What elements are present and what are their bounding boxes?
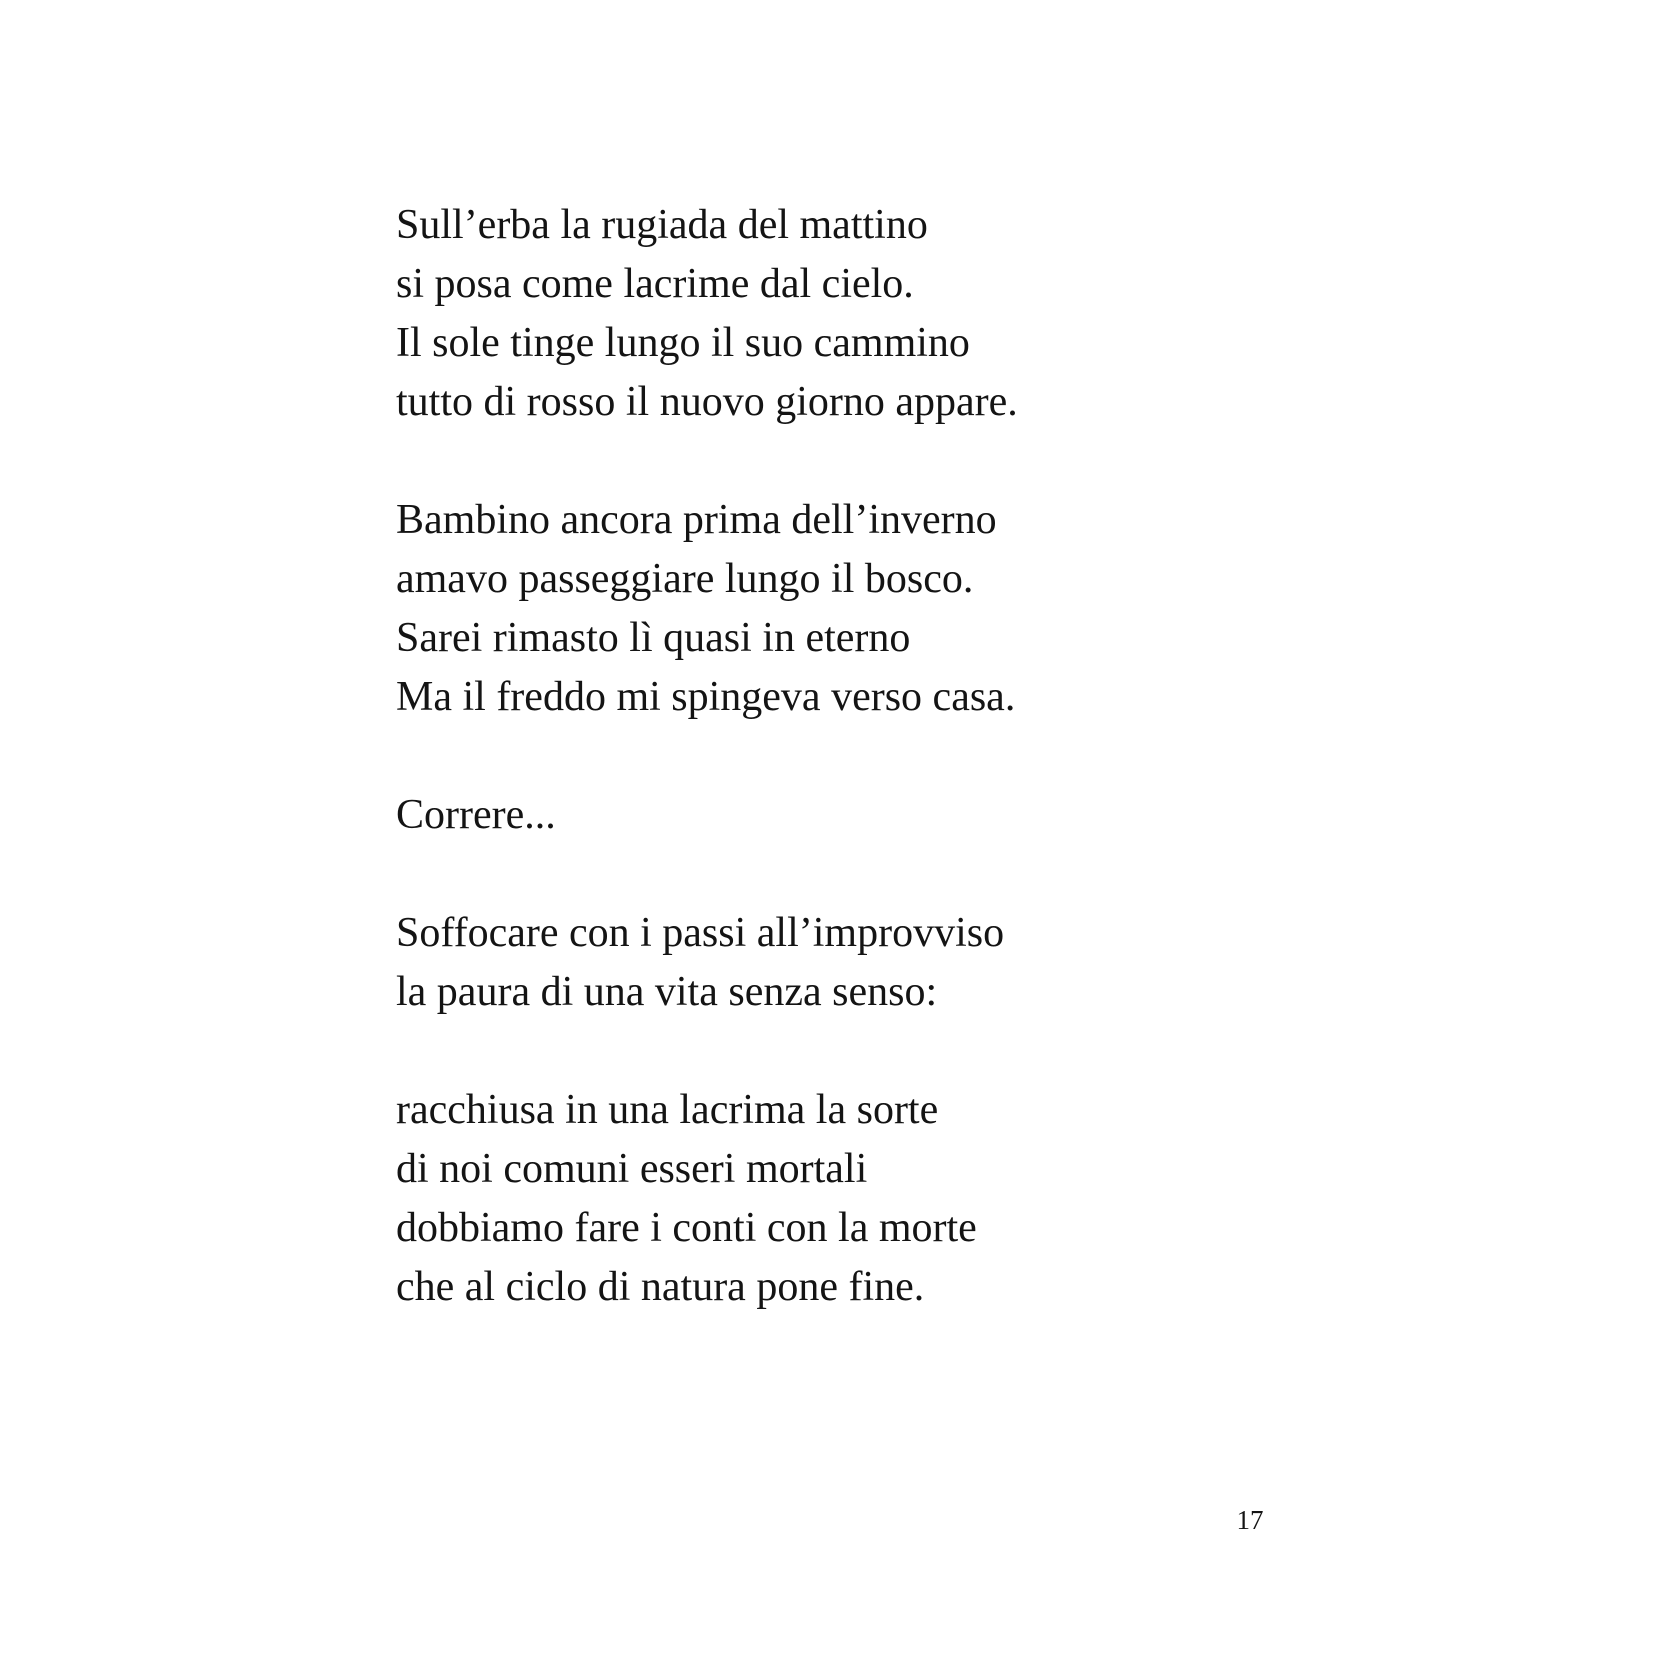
poem-line: la paura di una vita senza senso: [396,969,938,1015]
stanza-5 [396,1081,1296,1317]
poem-line: si posa come lacrime dal cielo. [396,261,914,307]
poem-line: Soffocare con i passi all’improvviso [396,910,1005,956]
poem-line: tutto di rosso il nuovo giorno appare. [396,379,1018,425]
poem-line: che al ciclo di natura pone fine. [396,1264,925,1310]
poem-line: dobbiamo fare i conti con la morte [396,1205,977,1251]
poem-line: Il sole tinge lungo il suo cammino [396,320,970,366]
poem-line: racchiusa in una lacrima la sorte [396,1087,939,1133]
poem-line: amavo passeggiare lungo il bosco. [396,556,974,602]
poem-line: Sull’erba la rugiada del mattino [396,202,928,248]
poem [396,196,1296,1317]
stanza-1 [396,196,1296,432]
stanza-break [396,727,1296,786]
poem-line: Sarei rimasto lì quasi in eterno [396,615,911,661]
stanza-3 [396,786,1296,845]
poem-line: di noi comuni esseri mortali [396,1146,868,1192]
stanza-2 [396,491,1296,727]
stanza-4 [396,904,1296,1022]
poem-line: Correre... [396,792,556,838]
stanza-break [396,432,1296,491]
stanza-break [396,845,1296,904]
page-number: 17 [1236,1505,1264,1535]
stanza-break [396,1022,1296,1081]
poem-line: Bambino ancora prima dell’inverno [396,497,997,543]
poem-line: Ma il freddo mi spingeva verso casa. [396,674,1016,720]
